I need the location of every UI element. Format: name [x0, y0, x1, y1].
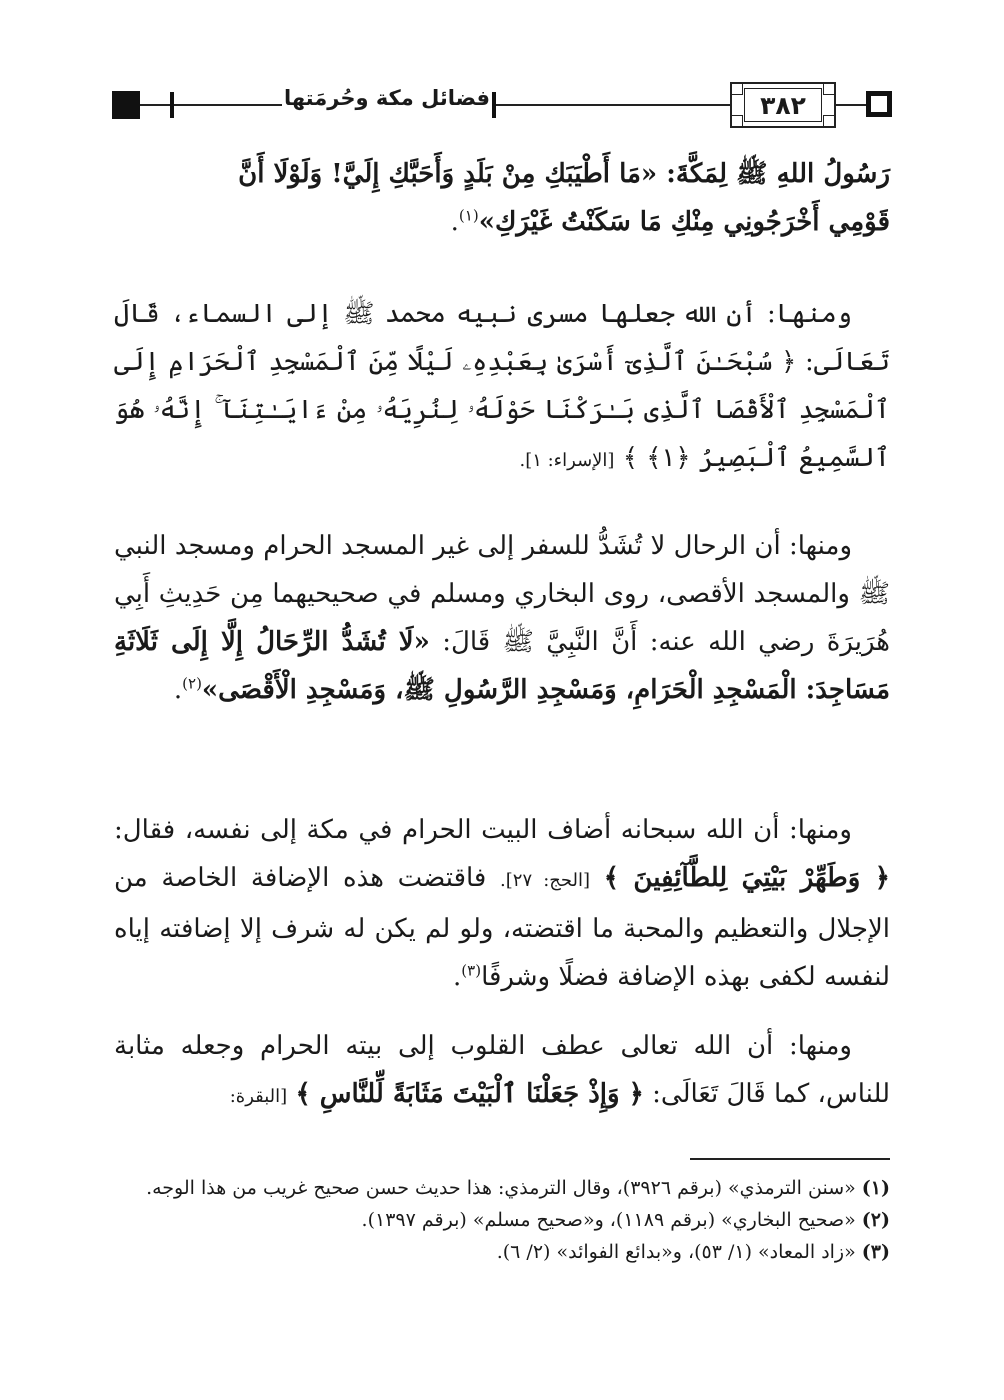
header-tick — [492, 92, 496, 118]
quran-verse: ﴿ وَإِذْ جَعَلْنَا ٱلْبَيْتَ مَثَابَةً لِّلنَّاسِ ﴾ — [295, 1079, 644, 1109]
paragraph-4-text-a: ومنها: أن الله سبحانه أضاف البيت الحرام في مكة إلى نفسه، فقال: — [114, 815, 852, 845]
footnote-2 — [114, 1204, 890, 1236]
hadith-line-1: رَسُولُ اللهِ ﷺ لِمَكَّةَ: «مَا أَطْيَبَكِ مِنْ بَلَدٍ وَأَحَبَّكِ إِلَيَّ! وَلَوْلَا أَنَّ — [238, 159, 890, 189]
footnote-marker-1: (١) — [458, 206, 479, 225]
frame-corner — [823, 115, 835, 127]
header-left-block — [112, 91, 140, 119]
paragraph-3-text: ومنها: أن الرحال لا تُشَدُّ للسفر إلى غير المسجد الحرام ومسجد النبي ﷺ والمسجد الأقصى، روى البخاري ومسلم في صحيحيهما مِن حَدِيثِ أَبِي هُرَيرَةَ رضي الله عنه: أَنَّ النَّبِيَّ ﷺ قَالَ: — [114, 531, 891, 657]
footnote-text: «صحيح البخاري» (برقم ١١٨٩)، و«صحيح مسلم» (برقم ١٣٩٧). — [361, 1209, 856, 1231]
footnote-number: (١) — [861, 1177, 890, 1199]
header-rule — [174, 104, 282, 106]
paragraph-3: ومنها: أن الرحال لا تُشَدُّ للسفر إلى غير المسجد الحرام ومسجد النبي ﷺ والمسجد الأقصى، روى البخاري ومسلم في صحيحيهما مِن حَدِيثِ أَبِي هُرَيرَةَ رضي الله عنه: أَنَّ النَّبِيَّ ﷺ قَالَ: «لَا تُشَدُّ الرِّحَالُ إِلَّا إِلَى ثَلَاثَةِ مَسَاجِدَ: الْمَسْجِدِ الْحَرَامِ، وَمَسْجِدِ الرَّسُولِ ﷺ، وَمَسْجِدِ الْأَقْصَى»$^{(٢)}$. — [114, 531, 891, 705]
frame-corner — [731, 83, 743, 95]
footnote-number: (٣) — [861, 1241, 890, 1263]
frame-corner — [823, 83, 835, 95]
header-rule — [492, 104, 730, 106]
paragraph-2 — [114, 290, 890, 485]
quran-verse: ﴿ وَطَهِّرْ بَيْتِيَ لِلطَّآئِفِينَ ﴾ — [603, 863, 890, 893]
paragraph-2-text: ومنها: أن الله جعلها مسرى نبيه محمد ﷺ إلى السماء، قَالَ تَعَالَى: ﴿ سُبْحَـٰنَ ٱلَّذِىٓ أَسْرَىٰ بِعَبْدِهِۦ لَيْلًا مِّنَ ٱلْمَسْجِدِ ٱلْحَرَامِ إِلَى ٱلْمَسْجِدِ ٱلْأَقْصَا ٱلَّذِى بَـٰرَكْنَا حَوْلَهُۥ لِنُرِيَهُۥ مِنْ ءَايَـٰتِنَآ ۚ إِنَّهُۥ هُوَ ٱلسَّمِيعُ ٱلْبَصِيرُ ﴿١﴾ ﴾ — [114, 299, 890, 473]
page-number-frame — [730, 82, 836, 128]
page-number: ٣٨٢ — [744, 88, 822, 122]
paragraph-5-text: ومنها: أن الله تعالى عطف القلوب إلى بيته الحرام وجعله مثابة للناس، كما قَالَ تَعَالَى: — [114, 1031, 890, 1109]
footnote-text: «زاد المعاد» (١/ ٥٣)، و«بدائع الفوائد» (٢/ ٦). — [496, 1241, 856, 1263]
footnote-separator — [690, 1158, 890, 1160]
frame-corner — [731, 115, 743, 127]
hadith-text: «لَا تُشَدُّ الرِّحَالُ إِلَّا إِلَى ثَلَاثَةِ مَسَاجِدَ: الْمَسْجِدِ الْحَرَامِ، وَمَسْجِدِ الرَّسُولِ ﷺ، وَمَسْجِدِ الْأَقْصَى» — [114, 627, 890, 705]
quran-reference: [الإسراء: ١]. — [519, 450, 615, 471]
header-rule — [140, 104, 170, 106]
footnote-marker-3: (٣) — [461, 961, 482, 980]
paragraph-5 — [114, 1022, 890, 1121]
footnotes — [114, 1172, 890, 1268]
footnote-1 — [114, 1172, 890, 1204]
footnote-number: (٢) — [861, 1209, 890, 1231]
footnote-text: «سنن الترمذي» (برقم ٣٩٢٦)، وقال الترمذي: هذا حديث حسن صحيح غريب من هذا الوجه. — [146, 1177, 856, 1199]
quran-reference: [البقرة: — [229, 1086, 288, 1107]
hadith-line-2: قَوْمِي أَخْرَجُونِي مِنْكِ مَا سَكَنْتُ غَيْرَكِ» — [478, 207, 890, 237]
running-title: فضائل مكة وحُرمَتها — [283, 86, 491, 110]
quran-reference: [الحج: ٢٧]. — [500, 870, 591, 891]
paragraph-4-text-b: فاقتضت هذه الإضافة الخاصة من الإجلال والتعظيم والمحبة ما اقتضته، ولو لم يكن له شرف إلا إضافته إياه لنفسه لكفى بهذه الإضافة فضلًا وشرفًا — [114, 863, 890, 992]
header-right-square — [866, 91, 892, 117]
paragraph-1: رَسُولُ اللهِ ﷺ لِمَكَّةَ: «مَا أَطْيَبَكِ مِنْ بَلَدٍ وَأَحَبَّكِ إِلَيَّ! وَلَوْلَا أَنَّ قَوْمِي أَخْرَجُونِي مِنْكِ مَا سَكَنْتُ غَيْرَكِ»$^{(١)}$. — [114, 150, 890, 246]
page-header — [112, 78, 892, 134]
footnote-marker-2: (٢) — [182, 674, 202, 693]
footnote-3 — [114, 1236, 890, 1268]
header-rule — [836, 104, 866, 106]
paragraph-4: ومنها: أن الله سبحانه أضاف البيت الحرام في مكة إلى نفسه، فقال: ﴿ وَطَهِّرْ بَيْتِيَ لِلطَّآئِفِينَ ﴾ [الحج: ٢٧]. فاقتضت هذه الإضافة الخاصة من الإجلال والتعظيم والمحبة ما اقتضته، ولو لم يكن له شرف إلا إضافته إياه لنفسه لكفى بهذه الإضافة فضلًا وشرفًا$^{(٣)}$. — [114, 815, 890, 992]
